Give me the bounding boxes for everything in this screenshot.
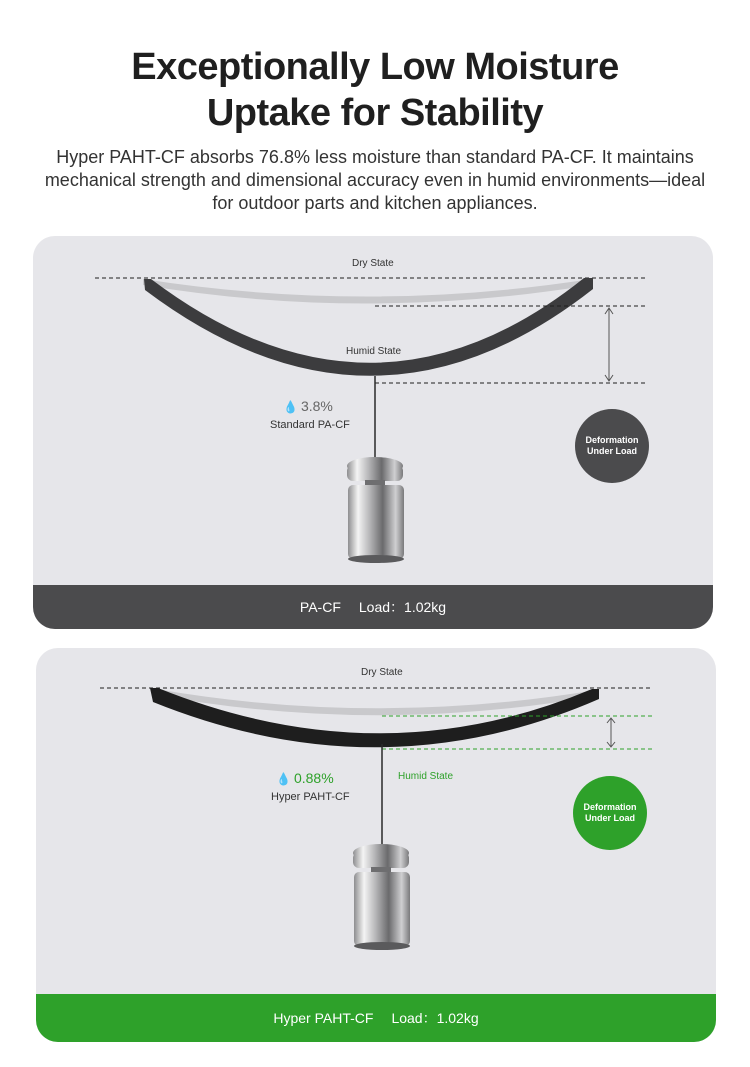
- calibration-weight-icon: [353, 844, 410, 950]
- headline-line-1: Exceptionally Low Moisture: [131, 46, 619, 88]
- hyper-paht-cf-comparison-card: [36, 648, 716, 1042]
- moisture-percentage: [283, 398, 333, 414]
- badge-line-1: Deformation: [585, 435, 639, 445]
- humid-state-label: Humid State: [346, 346, 402, 357]
- headline: [0, 44, 750, 136]
- material-label: Standard PA-CF: [270, 419, 350, 431]
- calibration-weight-icon: [347, 457, 404, 563]
- footer-load: Load：1.02kg: [358, 599, 447, 615]
- footer-load: Load：1.02kg: [391, 1010, 479, 1026]
- dry-state-label: Dry State: [352, 258, 394, 269]
- deformation-badge: [573, 776, 647, 850]
- footer-material: Hyper PAHT-CF: [273, 1010, 374, 1026]
- moisture-value: 3.8%: [300, 398, 333, 414]
- deformation-badge: [575, 409, 649, 483]
- moisture-droplet-icon: 💧: [276, 772, 291, 786]
- footer-bar: [36, 994, 716, 1042]
- badge-line-1: Deformation: [583, 802, 637, 812]
- material-label: Hyper PAHT-CF: [271, 791, 350, 803]
- badge-line-2: Under Load: [586, 446, 637, 456]
- intro-text: Hyper PAHT-CF absorbs 76.8% less moisture than standard PA-CF. It maintains mechanical strength and dimensional accuracy even in humid environments—ideal for outdoor parts and kitchen appliances.: [44, 147, 706, 213]
- pa-cf-comparison-card: [33, 236, 713, 629]
- footer-material: PA-CF: [299, 599, 341, 615]
- moisture-value: 0.88%: [293, 770, 334, 786]
- footer-bar: [33, 585, 713, 629]
- humid-state-label: Humid State: [398, 771, 454, 782]
- deflection-arrow: [605, 308, 613, 381]
- dry-beam: [143, 279, 591, 304]
- dry-state-label: Dry State: [361, 667, 403, 678]
- deflection-arrow: [607, 718, 615, 747]
- moisture-droplet-icon: 💧: [283, 400, 298, 414]
- badge-line-2: Under Load: [584, 813, 635, 823]
- moisture-percentage: [276, 770, 334, 786]
- humid-beam: [150, 688, 599, 747]
- headline-line-2: Uptake for Stability: [206, 92, 544, 134]
